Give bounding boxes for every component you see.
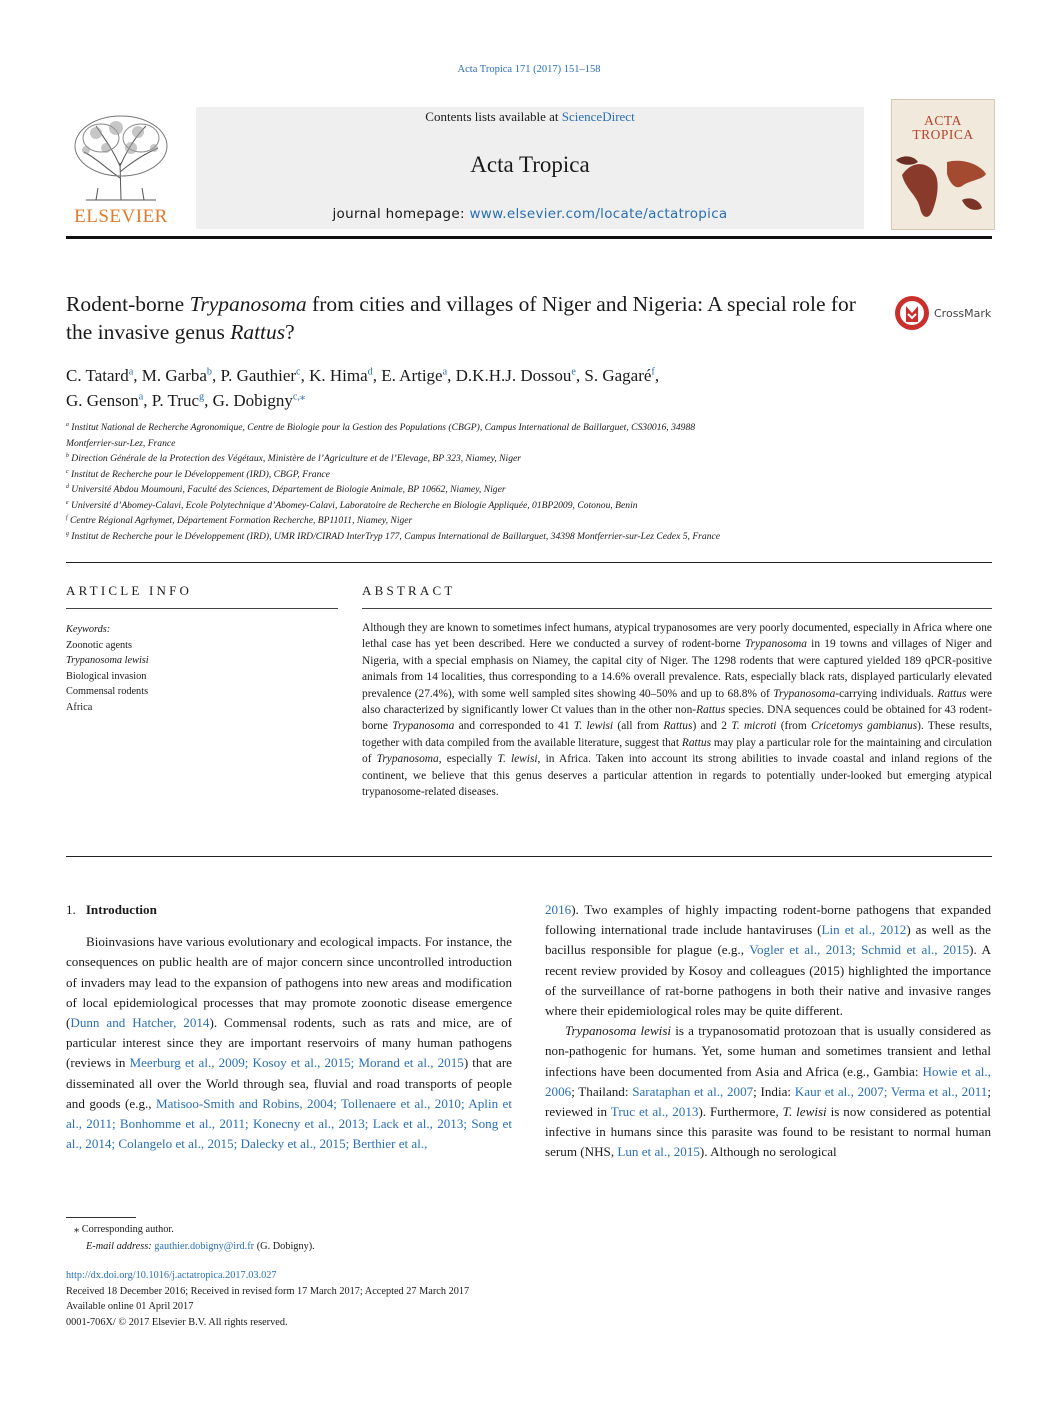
abstract-italic-term: Rattus: [663, 720, 693, 733]
author-affiliation-mark[interactable]: a: [138, 391, 144, 403]
journal-citation-link[interactable]: Acta Tropica 171 (2017) 151–158: [457, 64, 601, 75]
author-name: G. Genson: [66, 391, 139, 410]
article-footer: [66, 1268, 666, 1330]
article-title: [66, 290, 876, 346]
homepage-prefix: journal homepage:: [332, 206, 470, 222]
abstract-segment: ) and 2: [692, 720, 732, 733]
elsevier-logo: [66, 108, 176, 226]
keyword-item: Commensal rodents: [66, 686, 149, 697]
section-number: 1.: [66, 902, 76, 917]
body-paragraph: [545, 900, 991, 1021]
keyword-item: Trypanosoma lewisi: [66, 655, 149, 666]
affiliation-text: Institut de Recherche pour le Développement (IRD), CBGP, France: [68, 468, 330, 480]
author-name: D.K.H.J. Dossou: [455, 366, 572, 385]
homepage-line: [196, 206, 864, 222]
author-affiliation-mark[interactable]: e: [571, 366, 576, 378]
title-text: Rodent-borne: [66, 292, 190, 316]
body-text: ). A recent review provided by Kosoy and colleagues (2015) highlighted the importance of the surveillance of rat-borne pathogens in both their native and invasive ranges where their epidemiological roles may be quite different.: [545, 942, 992, 1019]
abstract-segment: were also characterized by significantly lower Ct values than in the other non-: [362, 687, 992, 717]
abstract-rule: [362, 608, 992, 609]
author: [142, 366, 221, 385]
abstract-italic-term: T. microti: [731, 720, 777, 733]
abstract-italic-term: Trypanosoma: [773, 687, 836, 700]
author: [309, 366, 381, 385]
abstract-segment: Although they are known to sometimes infect humans, atypical trypanosomes are very poorly documented, especially in Africa where one lethal case has yet been described. Here we conducted a survey of rodent-borne: [362, 622, 992, 651]
abstract-heading: ABSTRACT: [362, 583, 456, 598]
author-name: K. Hima: [309, 366, 368, 385]
title-italic: Trypanosoma: [189, 292, 307, 316]
section-rule: [66, 562, 992, 563]
author-name: C. Tatard: [66, 366, 129, 385]
abstract-segment: , in Africa. Taken into account its strong abilities to invade coastal and inland regions of the continent, we believe that this genus deserves a particular attention in regards to potentially under-looked but emerging atypical trypanosome-related diseases.: [362, 753, 992, 799]
crossmark-icon: [893, 294, 931, 334]
author: [152, 391, 213, 410]
affiliation-item: [66, 451, 996, 467]
affiliation-text: Montferrier-sur-Lez, France: [66, 437, 176, 449]
affiliation-text: Université Abdou Moumouni, Faculté des Sciences, Département de Biologie Animale, BP 10662, Niamey, Niger: [68, 484, 506, 495]
citation-link[interactable]: Vogler et al., 2013; Schmid et al., 2015: [749, 942, 970, 958]
author-name: S. Gagaré: [584, 366, 652, 385]
body-text: ). Furthermore,: [698, 1104, 783, 1120]
citation-link[interactable]: Meerburg et al., 2009; Kosoy et al., 2015; Morand et al., 2015: [129, 1055, 464, 1071]
author-separator: ,: [575, 366, 585, 385]
citation-link[interactable]: Kaur et al., 2007; Verma et al., 2011: [794, 1083, 988, 1099]
abstract-italic-term: Trypanosoma: [744, 638, 807, 651]
author: [584, 366, 659, 385]
abstract-segment: species. DNA sequences could be obtained for 43 rodent-borne: [362, 704, 993, 733]
available-online: Available online 01 April 2017: [66, 1301, 194, 1312]
keyword-item: Biological invasion: [66, 670, 147, 682]
author-list: [66, 363, 966, 413]
journal-name: Acta Tropica: [470, 152, 590, 177]
footnote: [66, 1221, 566, 1255]
affiliation-mark: d: [66, 483, 69, 490]
abstract-italic-term: T. lewisi: [497, 753, 538, 766]
citation-link[interactable]: 2016: [545, 902, 572, 917]
affiliation-item: [66, 529, 996, 545]
keyword-item: Africa: [66, 701, 93, 713]
affiliation-text: Centre Régional Agrhymet, Département Formation Recherche, BP11011, Niamey, Niger: [67, 515, 413, 526]
author-affiliation-mark[interactable]: a: [128, 366, 134, 378]
author-separator: ,: [372, 366, 382, 385]
homepage-link[interactable]: www.elsevier.com/locate/actatropica: [469, 206, 728, 222]
author: [66, 366, 142, 385]
affiliation-item: [66, 482, 996, 498]
abstract-segment: ). These results, together with data compiled from the available literature, suggest that: [362, 720, 992, 749]
author: [456, 366, 585, 385]
email-suffix: (G. Dobigny).: [254, 1241, 315, 1252]
doi-link[interactable]: http://dx.doi.org/10.1016/j.actatropica.2017.03.027: [66, 1270, 277, 1281]
author-affiliation-mark[interactable]: f: [651, 366, 655, 378]
abstract-text: [362, 620, 992, 800]
abstract-italic-term: Rattus: [696, 704, 726, 717]
author-name: M. Garba: [141, 366, 207, 385]
contents-line: [196, 109, 864, 125]
article-info-rule: [66, 608, 338, 609]
email-label: E-mail address:: [86, 1241, 155, 1252]
body-text: ; reviewed in: [545, 1083, 991, 1120]
author-name: G. Dobigny: [212, 391, 293, 410]
body-text: ). Although no serological: [699, 1144, 837, 1160]
corresponding-author-note: ⁎ Corresponding author.: [74, 1224, 174, 1235]
citation-link[interactable]: Lin et al., 2012: [821, 922, 907, 938]
abstract-segment: (from: [776, 720, 811, 733]
author-separator: ,: [204, 391, 213, 410]
author-affiliation-mark[interactable]: g: [199, 391, 205, 403]
body-text: ; India:: [753, 1083, 795, 1099]
abstract-segment: , especially: [438, 753, 498, 766]
affiliation-mark: a: [66, 421, 69, 428]
citation-link[interactable]: Howie et al., 2006: [545, 1063, 991, 1099]
author-separator: ,: [447, 366, 456, 385]
citation-link[interactable]: Matisoo-Smith and Robins, 2004; Tollenaere et al., 2010; Aplin et al., 2011; Bonhomme et al., 2011; Konecny et al., 2013; Lack et al., 2013; Song et al., 2014; Colangelo et al., 2015; Dalecky et al., 2015; Berthier et al.,: [66, 1095, 512, 1152]
author-name: P. Gauthier: [220, 366, 297, 385]
affiliation-text: Institut National de Recherche Agronomique, Centre de Biologie pour la Gestion des Populations (CBGP), Campus International de Baillarguet, CS30016, 34988: [68, 422, 696, 433]
affiliation-item: [66, 420, 996, 436]
abstract-segment: in 19 towns and villages of Niger and Nigeria, with a special emphasis on Niamey, the capital city of Niger. The 1298 rodents that were captured yielded 189 qPCR-positive animals from 14 localities, thus corresponding to a 14.6% overall prevalence. Rats, especially black rats, displayed particularly elevated prevalence (27.4%), with some well sampled sites showing 40–50% and up to 68.8% of: [362, 638, 992, 700]
body-column-left: [66, 900, 512, 1154]
citation-link[interactable]: Truc et al., 2013: [610, 1104, 699, 1120]
sciencedirect-link[interactable]: ScienceDirect: [561, 109, 635, 124]
author-affiliation-mark[interactable]: b: [206, 366, 212, 378]
italic-term: T. lewisi: [782, 1104, 827, 1120]
email-line: [66, 1238, 566, 1255]
abstract-segment: and corresponded to 41: [454, 720, 574, 733]
right-paragraphs: [545, 900, 991, 1163]
crossmark-label: CrossMark: [934, 307, 992, 320]
section-heading-introduction: [66, 900, 512, 920]
article-info-heading: ARTICLE INFO: [66, 583, 193, 598]
footnote-rule: [66, 1217, 136, 1218]
keyword-item: Zoonotic agents: [66, 639, 133, 651]
italic-term: Trypanosoma lewisi: [565, 1023, 672, 1039]
contents-prefix: Contents lists available at: [425, 109, 562, 124]
affiliation-mark: b: [66, 452, 69, 459]
section-rule: [66, 856, 992, 857]
affiliation-mark: e: [66, 499, 69, 506]
body-text: is now considered as potential infective in humans since this parasite was found to be resistant to normal human serum (NHS,: [545, 1104, 992, 1160]
author: [66, 391, 152, 410]
affiliation-mark: f: [66, 514, 68, 521]
abstract-italic-term: Cricetomys gambianus: [810, 720, 918, 733]
email-link[interactable]: gauthier.dobigny@ird.fr: [154, 1241, 255, 1252]
left-paragraphs: [66, 932, 512, 1154]
affiliation-item: [66, 467, 996, 483]
body-text: ). Commensal rodents, such as rats and mice, are of particular interest since they are important reservoirs of many human pathogens (reviews in: [66, 1015, 512, 1071]
author-affiliation-mark[interactable]: c: [296, 366, 301, 378]
body-text: ; Thailand:: [571, 1083, 633, 1099]
body-text: Bioinvasions have various evolutionary and ecological impacts. For instance, the consequences on public health are of major concern since uncontrolled introduction of invaders may lead to the expansion of pathogens into new areas and modification of local epidemiological processes that may promote zoonotic disease emergence (: [66, 934, 512, 1031]
author-affiliation-mark[interactable]: c,⁎: [292, 391, 306, 403]
keywords-block: [66, 622, 338, 715]
author-separator: ,: [654, 366, 660, 385]
affiliation-item: [66, 498, 996, 514]
keywords-label: Keywords:: [66, 624, 111, 635]
received-dates: Received 18 December 2016; Received in revised form 17 March 2017; Accepted 27 March 2017: [66, 1285, 470, 1297]
author-separator: ,: [133, 366, 142, 385]
affiliation-mark: c: [66, 468, 69, 475]
author: [381, 366, 455, 385]
cover-title-line2: TROPICA: [912, 127, 974, 142]
author-separator: ,: [212, 366, 221, 385]
abstract-italic-term: Trypanosoma: [392, 720, 455, 733]
abstract-segment: (all from: [613, 720, 664, 733]
abstract-italic-term: Rattus: [681, 736, 712, 749]
abstract-italic-term: Trypanosoma: [376, 753, 439, 766]
affiliations: [66, 420, 996, 544]
affiliation-item: [66, 513, 996, 529]
body-text: ) as well as the bacillus responsible for plague (e.g.,: [545, 922, 991, 958]
cover-title: [892, 114, 994, 142]
journal-cover: [891, 99, 995, 230]
affiliation-text: Université d’Abomey-Calavi, Ecole Polytechnique d’Abomey-Calavi, Laboratoire de Recherche en Biologie Appliquée, 01BP2009, Cotonou, Benin: [68, 499, 638, 511]
affiliation-text: Institut de Recherche pour le Développement (IRD), UMR IRD/CIRAD InterTryp 177, Campus International de Baillarguet, 34398 Montferrier-sur-Lez Cedex 5, France: [68, 530, 721, 542]
body-column-right: [545, 900, 991, 1163]
abstract-italic-term: Rattus: [937, 687, 967, 700]
copyright: 0001-706X/ © 2017 Elsevier B.V. All rights reserved.: [66, 1316, 288, 1328]
citation-link[interactable]: Dunn and Hatcher, 2014: [70, 1015, 210, 1031]
affiliation-text: Direction Générale de la Protection des Végétaux, Ministère de l’Agriculture et de l’Elevage, BP 323, Niamey, Niger: [68, 453, 521, 464]
cover-map-image: [892, 150, 994, 229]
cover-title-line1: ACTA: [924, 113, 962, 128]
body-paragraph: [66, 932, 512, 1154]
author: [221, 366, 310, 385]
author-separator: ,: [143, 391, 152, 410]
affiliation-item: [66, 436, 996, 452]
keywords-list: [66, 638, 338, 716]
author: [213, 391, 305, 410]
title-text: from cities and villages of Niger and Nigeria: A special role for the invasive genus: [66, 292, 856, 344]
author-name: E. Artige: [381, 366, 443, 385]
title-text: ?: [285, 320, 295, 344]
citation-link[interactable]: Lun et al., 2015: [617, 1144, 700, 1160]
abstract-italic-term: T. lewisi: [573, 720, 614, 733]
header-rule: [66, 236, 992, 239]
author-name: P. Truc: [151, 391, 200, 410]
citation-link[interactable]: Sarataphan et al., 2007: [632, 1083, 754, 1099]
affiliation-mark: g: [66, 530, 69, 537]
body-text: ). Two examples of highly impacting rodent-borne pathogens that expanded following international trade include hantaviruses (: [545, 902, 991, 938]
abstract-segment: may play a particular role for the maintaining and circulation of: [362, 736, 992, 766]
body-text: ) that are disseminated all over the World through sea, fluvial and road transports of people and goods (e.g.,: [66, 1055, 512, 1111]
section-title: Introduction: [85, 902, 157, 917]
body-text: is a trypanosomatid protozoan that is usually considered as non-pathogenic for humans. Yet, some human and sometimes transient and lethal infections have been documented from Asia and Africa (e.g., Gambia:: [545, 1023, 991, 1079]
abstract-segment: -carrying individuals.: [835, 687, 938, 700]
author-separator: ,: [300, 366, 310, 385]
body-paragraph: [545, 1021, 991, 1162]
author-affiliation-mark[interactable]: d: [367, 366, 373, 378]
elsevier-wordmark: ELSEVIER: [74, 206, 168, 226]
author-affiliation-mark[interactable]: a: [442, 366, 448, 378]
title-italic: Rattus: [230, 320, 286, 344]
